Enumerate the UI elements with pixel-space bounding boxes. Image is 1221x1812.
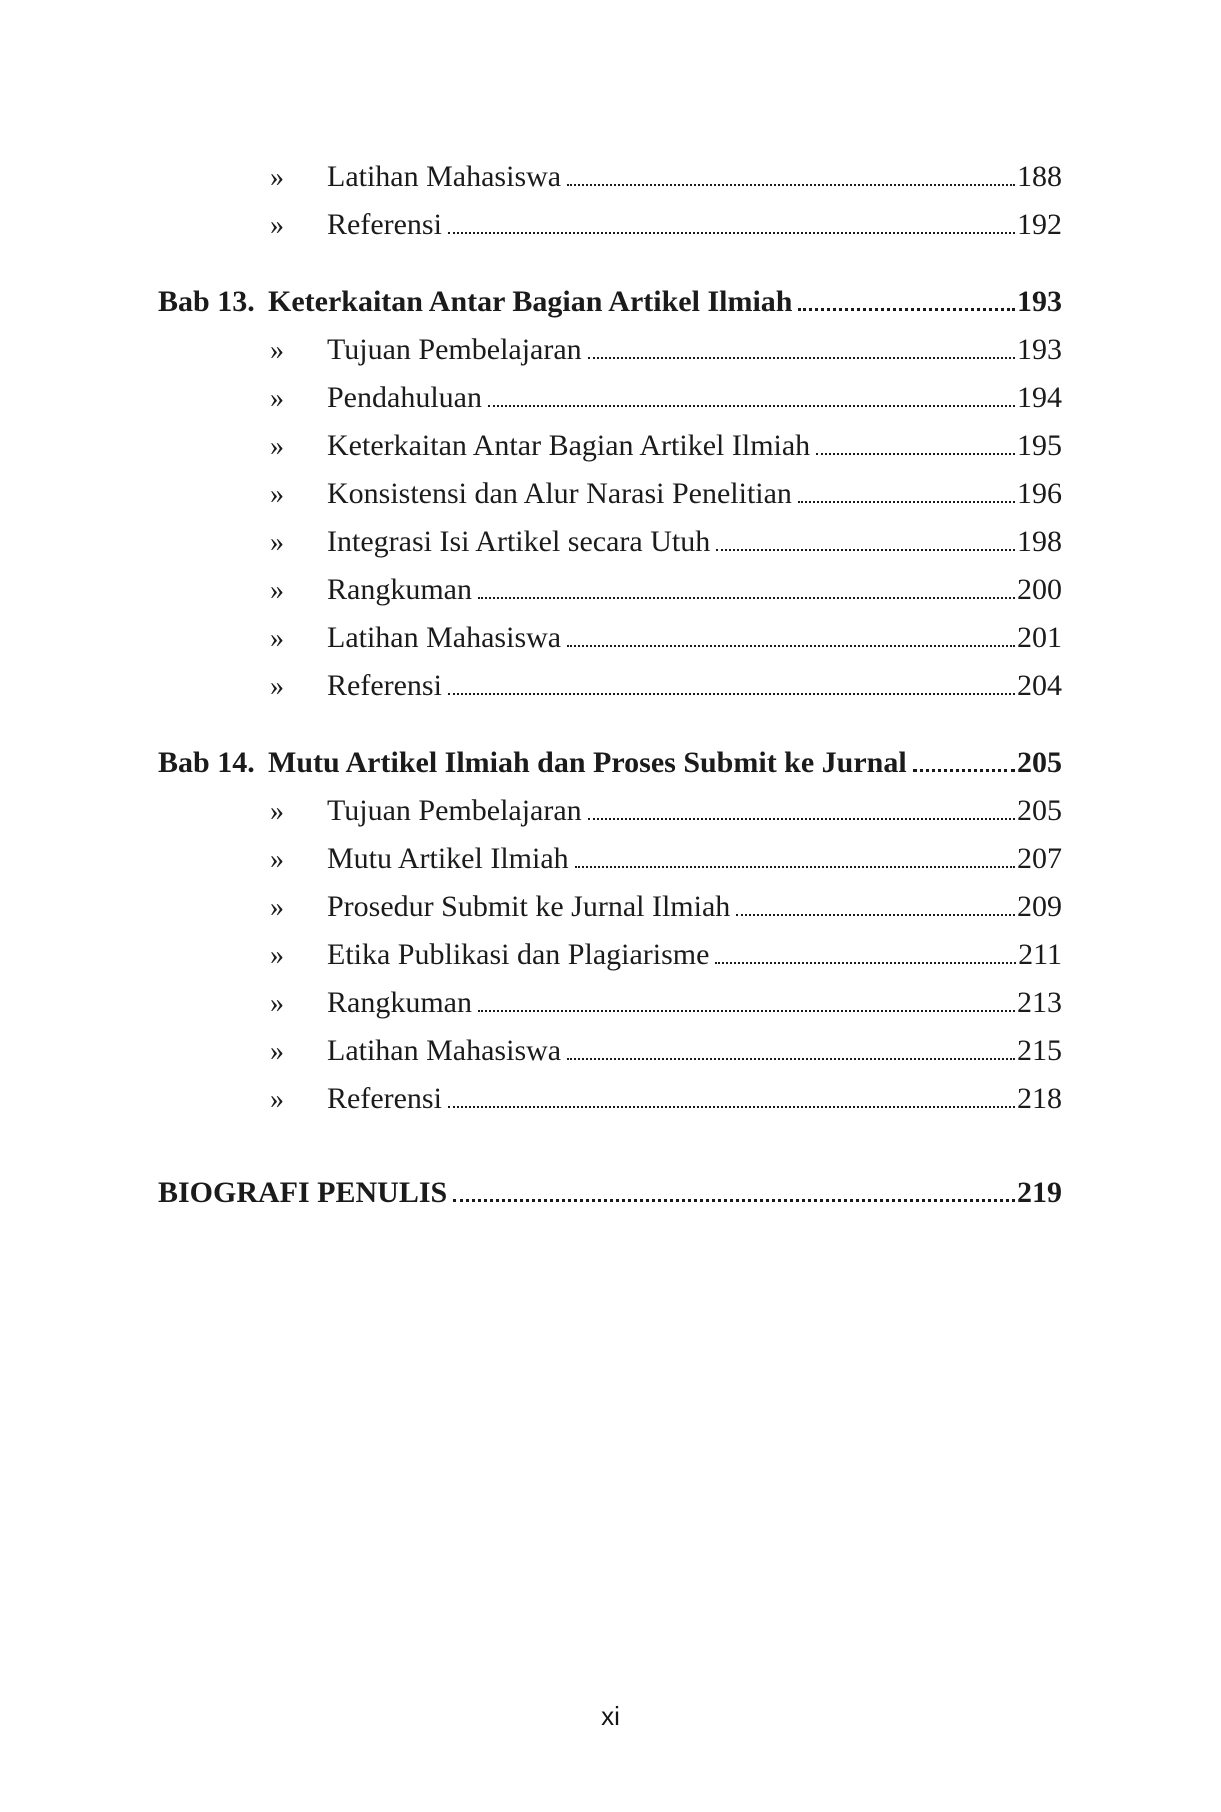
dot-leader bbox=[913, 769, 1015, 772]
toc-entry-label: Etika Publikasi dan Plagiarisme bbox=[327, 938, 710, 971]
chapter-number-label: Bab 14. bbox=[158, 746, 255, 779]
dot-leader bbox=[588, 357, 1015, 359]
toc-entry-page: 213 bbox=[1017, 986, 1062, 1019]
toc-entry-label: Keterkaitan Antar Bagian Artikel Ilmiah bbox=[327, 429, 811, 462]
dot-leader bbox=[453, 1199, 1015, 1202]
dot-leader bbox=[816, 453, 1015, 455]
toc-entry-page: 198 bbox=[1017, 525, 1062, 558]
toc-entry-label: Latihan Mahasiswa bbox=[327, 160, 562, 193]
toc-entry-label: Rangkuman bbox=[327, 986, 472, 1019]
toc-entry bbox=[270, 787, 1062, 835]
toc-entry-page: 207 bbox=[1017, 842, 1062, 875]
toc-entry-label: Referensi bbox=[327, 669, 442, 702]
dot-leader bbox=[448, 232, 1015, 234]
dot-leader bbox=[736, 914, 1015, 916]
guillemet-bullet-icon: » bbox=[270, 479, 284, 510]
toc-entry-page: 188 bbox=[1017, 160, 1062, 193]
dot-leader bbox=[567, 645, 1015, 647]
toc-entry bbox=[270, 470, 1062, 518]
dot-leader bbox=[448, 1106, 1015, 1108]
toc-entry bbox=[270, 201, 1062, 249]
toc-entry bbox=[270, 1075, 1062, 1123]
toc-entry bbox=[270, 518, 1062, 566]
toc-entry-page: 192 bbox=[1017, 208, 1062, 241]
toc-entry-label: Referensi bbox=[327, 208, 442, 241]
guillemet-bullet-icon: » bbox=[270, 1036, 284, 1067]
dot-leader bbox=[798, 308, 1015, 311]
guillemet-bullet-icon: » bbox=[270, 940, 284, 971]
toc-entry-page: 219 bbox=[1017, 1176, 1062, 1209]
toc-entry-page: 204 bbox=[1017, 669, 1062, 702]
toc-chapter-heading bbox=[158, 739, 1062, 787]
toc-entry-label: Latihan Mahasiswa bbox=[327, 1034, 562, 1067]
toc-chapter-page: 205 bbox=[1017, 746, 1062, 779]
toc-entry bbox=[270, 614, 1062, 662]
dot-leader bbox=[575, 866, 1015, 868]
toc-entry-page: 194 bbox=[1017, 381, 1062, 414]
toc-entry-label: Referensi bbox=[327, 1082, 442, 1115]
toc-entry bbox=[270, 883, 1062, 931]
page-number-footer: xi bbox=[601, 1701, 620, 1731]
toc-entry-label: Mutu Artikel Ilmiah bbox=[327, 842, 569, 875]
toc-entry bbox=[270, 931, 1062, 979]
toc-entry-label: BIOGRAFI PENULIS bbox=[158, 1176, 448, 1209]
toc-entry-page: 211 bbox=[1018, 938, 1062, 971]
toc-entry-label: Tujuan Pembelajaran bbox=[327, 333, 582, 366]
toc-entry-page: 218 bbox=[1017, 1082, 1062, 1115]
guillemet-bullet-icon: » bbox=[270, 431, 284, 462]
toc-backmatter-entry bbox=[158, 1169, 1062, 1217]
toc-entry bbox=[270, 153, 1062, 201]
dot-leader bbox=[716, 549, 1015, 551]
guillemet-bullet-icon: » bbox=[270, 623, 284, 654]
toc-entry bbox=[270, 326, 1062, 374]
toc-entry-page: 193 bbox=[1017, 333, 1062, 366]
dot-leader bbox=[715, 962, 1016, 964]
toc-entry-label: Rangkuman bbox=[327, 573, 472, 606]
toc-entry-label: Latihan Mahasiswa bbox=[327, 621, 562, 654]
toc-entry-page: 196 bbox=[1017, 477, 1062, 510]
table-of-contents bbox=[158, 153, 1062, 1217]
dot-leader bbox=[798, 501, 1015, 503]
toc-entry-label: Integrasi Isi Artikel secara Utuh bbox=[327, 525, 711, 558]
toc-entry-page: 215 bbox=[1017, 1034, 1062, 1067]
toc-entry bbox=[270, 566, 1062, 614]
toc-entry-label: Pendahuluan bbox=[327, 381, 482, 414]
toc-entry-page: 205 bbox=[1017, 794, 1062, 827]
dot-leader bbox=[478, 1010, 1015, 1012]
toc-entry-page: 200 bbox=[1017, 573, 1062, 606]
toc-entry-label: Tujuan Pembelajaran bbox=[327, 794, 582, 827]
toc-chapter-page: 193 bbox=[1017, 285, 1062, 318]
toc-entry bbox=[270, 835, 1062, 883]
toc-entry-label: Prosedur Submit ke Jurnal Ilmiah bbox=[327, 890, 731, 923]
toc-entry bbox=[270, 979, 1062, 1027]
guillemet-bullet-icon: » bbox=[270, 671, 284, 702]
guillemet-bullet-icon: » bbox=[270, 383, 284, 414]
guillemet-bullet-icon: » bbox=[270, 527, 284, 558]
toc-entry-label: Konsistensi dan Alur Narasi Penelitian bbox=[327, 477, 792, 510]
chapter-number-label: Bab 13. bbox=[158, 285, 255, 318]
guillemet-bullet-icon: » bbox=[270, 1084, 284, 1115]
chapter-title: Mutu Artikel Ilmiah dan Proses Submit ke Jurnal bbox=[268, 746, 907, 779]
dot-leader bbox=[488, 405, 1015, 407]
guillemet-bullet-icon: » bbox=[270, 335, 284, 366]
toc-chapter-heading bbox=[158, 278, 1062, 326]
chapter-title: Keterkaitan Antar Bagian Artikel Ilmiah bbox=[268, 285, 793, 318]
toc-entry bbox=[270, 374, 1062, 422]
guillemet-bullet-icon: » bbox=[270, 892, 284, 923]
toc-entry bbox=[270, 1027, 1062, 1075]
dot-leader bbox=[567, 184, 1015, 186]
guillemet-bullet-icon: » bbox=[270, 796, 284, 827]
guillemet-bullet-icon: » bbox=[270, 844, 284, 875]
dot-leader bbox=[448, 693, 1015, 695]
toc-entry bbox=[270, 422, 1062, 470]
guillemet-bullet-icon: » bbox=[270, 988, 284, 1019]
dot-leader bbox=[478, 597, 1015, 599]
toc-entry-page: 209 bbox=[1017, 890, 1062, 923]
toc-entry bbox=[270, 662, 1062, 710]
dot-leader bbox=[567, 1058, 1015, 1060]
toc-entry-page: 195 bbox=[1017, 429, 1062, 462]
guillemet-bullet-icon: » bbox=[270, 210, 284, 241]
guillemet-bullet-icon: » bbox=[270, 575, 284, 606]
dot-leader bbox=[588, 818, 1015, 820]
guillemet-bullet-icon: » bbox=[270, 162, 284, 193]
toc-entry-page: 201 bbox=[1017, 621, 1062, 654]
